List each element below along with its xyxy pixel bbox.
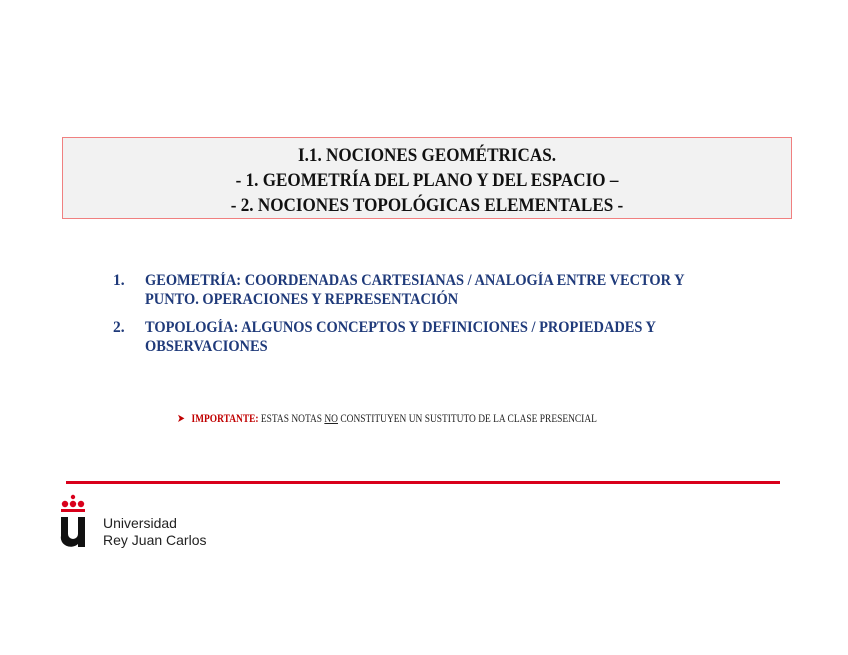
important-label: IMPORTANTE:	[191, 413, 259, 425]
title-box	[62, 137, 792, 219]
divider-line	[66, 481, 780, 484]
university-logo-icon	[58, 494, 88, 548]
title-line-2: - 1. GEOMETRÍA DEL PLANO Y DEL ESPACIO –	[235, 170, 619, 191]
topic-list	[113, 271, 753, 365]
title-line-3: - 2. NOCIONES TOPOLÓGICAS ELEMENTALES -	[230, 195, 624, 216]
list-number: 2.	[113, 319, 125, 336]
note-text-after: CONSTITUYEN UN SUSTITUTO DE LA CLASE PRESENCIAL	[338, 413, 597, 425]
arrow-bullet-icon: ➤	[177, 413, 185, 425]
list-number: 1.	[113, 272, 125, 289]
university-name	[103, 515, 207, 549]
list-item	[113, 271, 753, 309]
title-line-1: I.1. NOCIONES GEOMÉTRICAS.	[298, 145, 556, 166]
university-name-line-2: Rey Juan Carlos	[103, 532, 207, 548]
important-note	[177, 411, 597, 425]
note-emphasis: NO	[324, 413, 339, 425]
list-text: GEOMETRÍA: COORDENADAS CARTESIANAS / ANALOGÍA ENTRE VECTOR Y PUNTO. OPERACIONES Y REPRESENTACIÓN	[145, 272, 684, 308]
note-text-before: ESTAS NOTAS	[258, 413, 325, 425]
list-item	[113, 318, 753, 356]
list-text: TOPOLOGÍA: ALGUNOS CONCEPTOS Y DEFINICIONES / PROPIEDADES Y OBSERVACIONES	[145, 319, 656, 355]
university-name-line-1: Universidad	[103, 515, 177, 531]
